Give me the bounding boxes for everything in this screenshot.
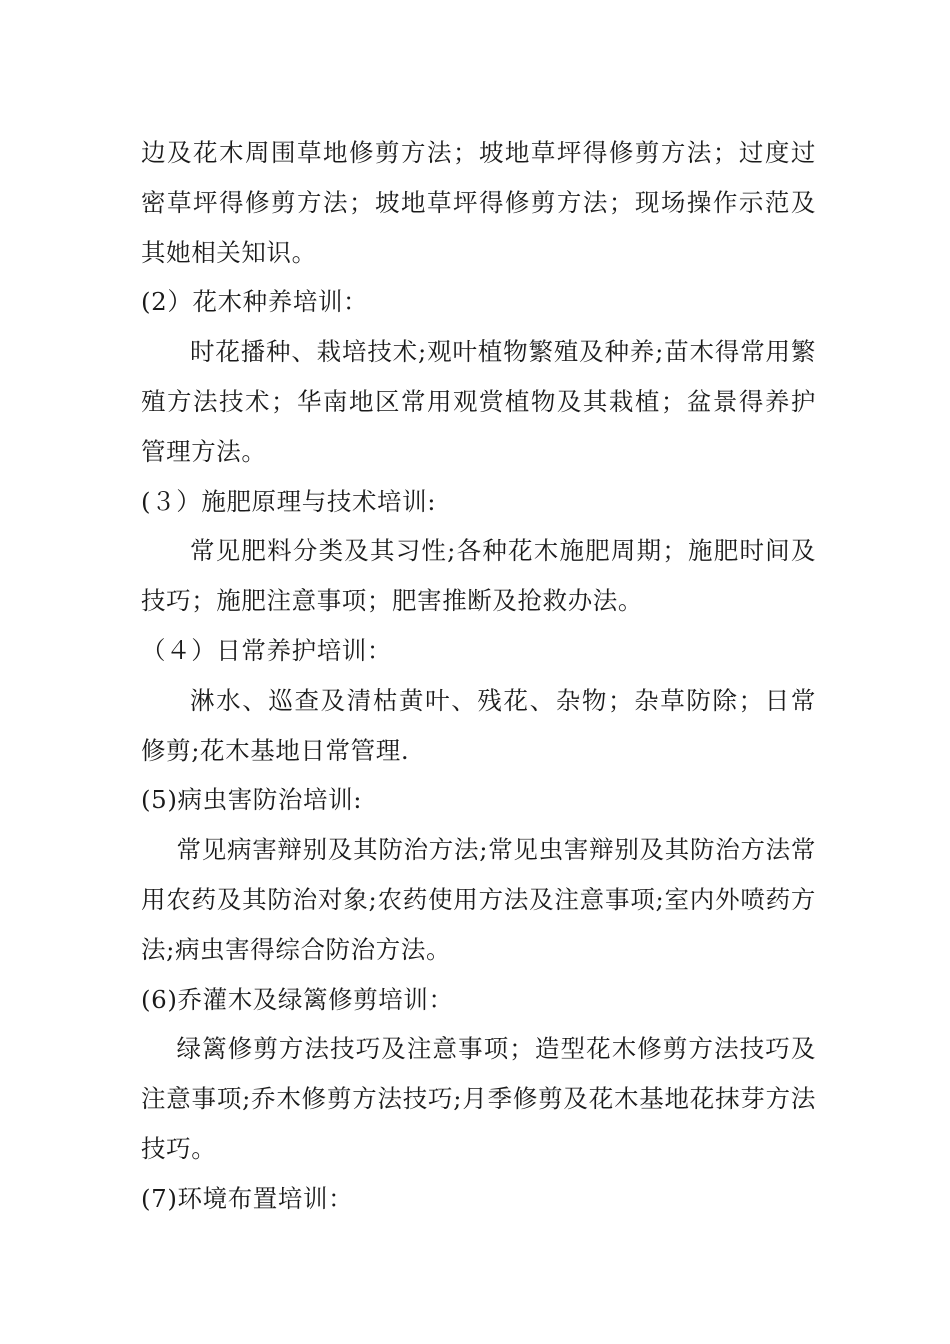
heading-environment-layout-training: (7)环境布置培训： — [141, 1183, 354, 1213]
heading-fertilization-training: (３）施肥原理与技术培训: — [141, 486, 437, 516]
heading-daily-maintenance-training: （４）日常养护培训： — [141, 635, 392, 665]
paragraph-pest-control: 常见病害辩别及其防治方法;常见虫害辩别及其防治方法常用农药及其防治对象;农药使用方法及注意事项;室内外喷药方法;病虫害得综合防治方法。 — [141, 835, 816, 964]
heading-pest-control-training: (5)病虫害防治培训: — [141, 785, 363, 815]
paragraph-mowing-methods: 边及花木周围草地修剪方法；坡地草坪得修剪方法；过度过密草坪得修剪方法；坡地草坪得修剪方法；现场操作示范及其她相关知识。 — [141, 138, 816, 267]
document-body — [141, 128, 816, 1224]
paragraph-fertilization: 常见肥料分类及其习性;各种花木施肥周期；施肥时间及技巧；施肥注意事项；肥害推断及抢救办法。 — [141, 536, 816, 616]
paragraph-daily-maintenance: 淋水、巡查及清枯黄叶、残花、杂物；杂草防除；日常修剪;花木基地日常管理. — [141, 685, 816, 765]
heading-flower-cultivation-training: (2）花木种养培训： — [141, 287, 369, 317]
paragraph-flower-cultivation: 时花播种、栽培技术;观叶植物繁殖及种养;苗木得常用繁殖方法技术；华南地区常用观赏植物及其栽植；盆景得养护管理方法。 — [141, 337, 816, 466]
paragraph-pruning: 绿篱修剪方法技巧及注意事项；造型花木修剪方法技巧及注意事项;乔木修剪方法技巧;月季修剪及花木基地花抹芽方法技巧。 — [141, 1034, 816, 1163]
heading-pruning-training: (6)乔灌木及绿篱修剪培训： — [141, 984, 454, 1014]
